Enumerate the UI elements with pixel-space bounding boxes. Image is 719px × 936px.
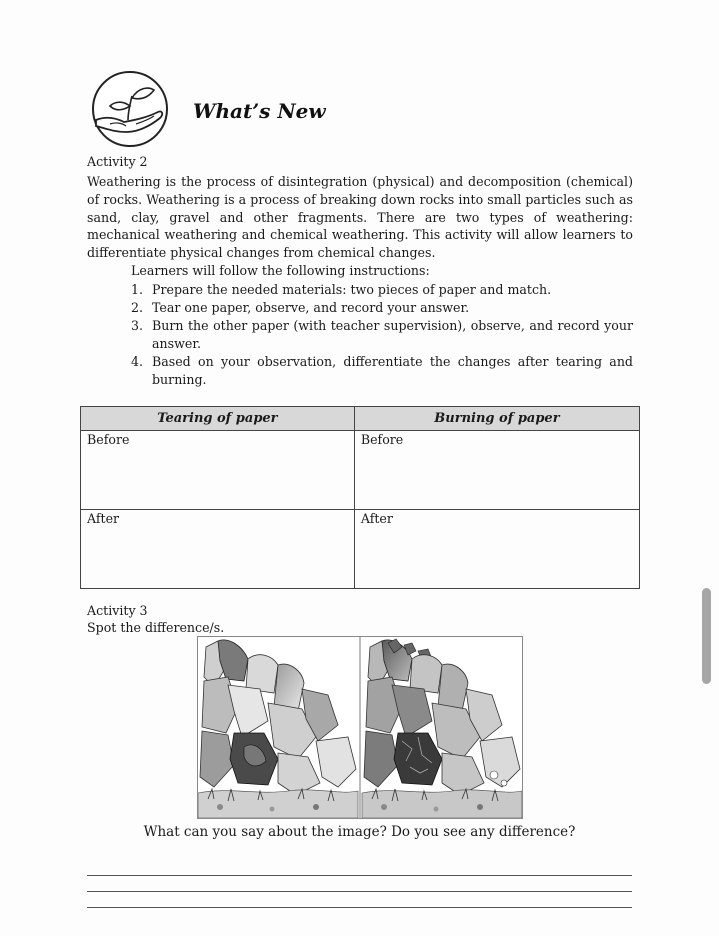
step-text: Tear one paper, observe, and record your answer. xyxy=(152,300,470,315)
hand-holding-seedling-icon xyxy=(86,68,178,150)
column-header-tearing: Tearing of paper xyxy=(81,407,355,431)
list-item xyxy=(131,281,633,299)
step-text: Based on your observation, differentiate the changes after tearing and burning. xyxy=(152,354,633,387)
answer-line[interactable] xyxy=(87,891,632,892)
rock-image-left xyxy=(198,637,358,818)
list-item xyxy=(131,317,633,353)
table-row xyxy=(81,431,640,510)
reflection-question: What can you say about the image? Do you see any difference? xyxy=(143,824,576,840)
observation-table xyxy=(80,406,640,589)
instruction-steps xyxy=(131,281,633,389)
table-cell[interactable]: After xyxy=(354,510,639,589)
step-number: 4. xyxy=(131,354,144,369)
table-cell[interactable]: Before xyxy=(354,431,639,510)
step-text: Prepare the needed materials: two pieces of paper and match. xyxy=(152,282,552,297)
spot-the-difference-images xyxy=(197,636,523,819)
answer-line[interactable] xyxy=(87,907,632,908)
scrollbar-thumb[interactable] xyxy=(702,588,711,684)
column-header-burning: Burning of paper xyxy=(354,407,639,431)
spot-difference-instruction: Spot the difference/s. xyxy=(87,620,225,635)
table-header-row xyxy=(81,407,640,431)
step-number: 2. xyxy=(131,300,144,315)
step-text: Burn the other paper (with teacher supervision), observe, and record your answer. xyxy=(152,318,633,351)
list-item xyxy=(131,353,633,389)
section-title: What’s New xyxy=(193,99,326,123)
step-number: 3. xyxy=(131,318,144,333)
activity-2-label: Activity 2 xyxy=(87,154,148,169)
rock-image-right xyxy=(362,637,522,818)
weathering-paragraph: Weathering is the process of disintegration (physical) and decomposition (chemical) of rocks. Weathering is a process of breaking down rocks into small particles such as sand, clay, gravel and other fragments. There are two types of weathering: mechanical weathering and chemical weathering. This activity will allow learners to differentiate physical changes from chemical changes. xyxy=(87,174,633,261)
activity-3-label: Activity 3 xyxy=(87,603,148,618)
instructions-intro: Learners will follow the following instructions: xyxy=(131,263,430,278)
list-item xyxy=(131,299,633,317)
step-number: 1. xyxy=(131,282,144,297)
table-row xyxy=(81,510,640,589)
table-cell[interactable]: Before xyxy=(81,431,355,510)
answer-line[interactable] xyxy=(87,875,632,876)
table-cell[interactable]: After xyxy=(81,510,355,589)
